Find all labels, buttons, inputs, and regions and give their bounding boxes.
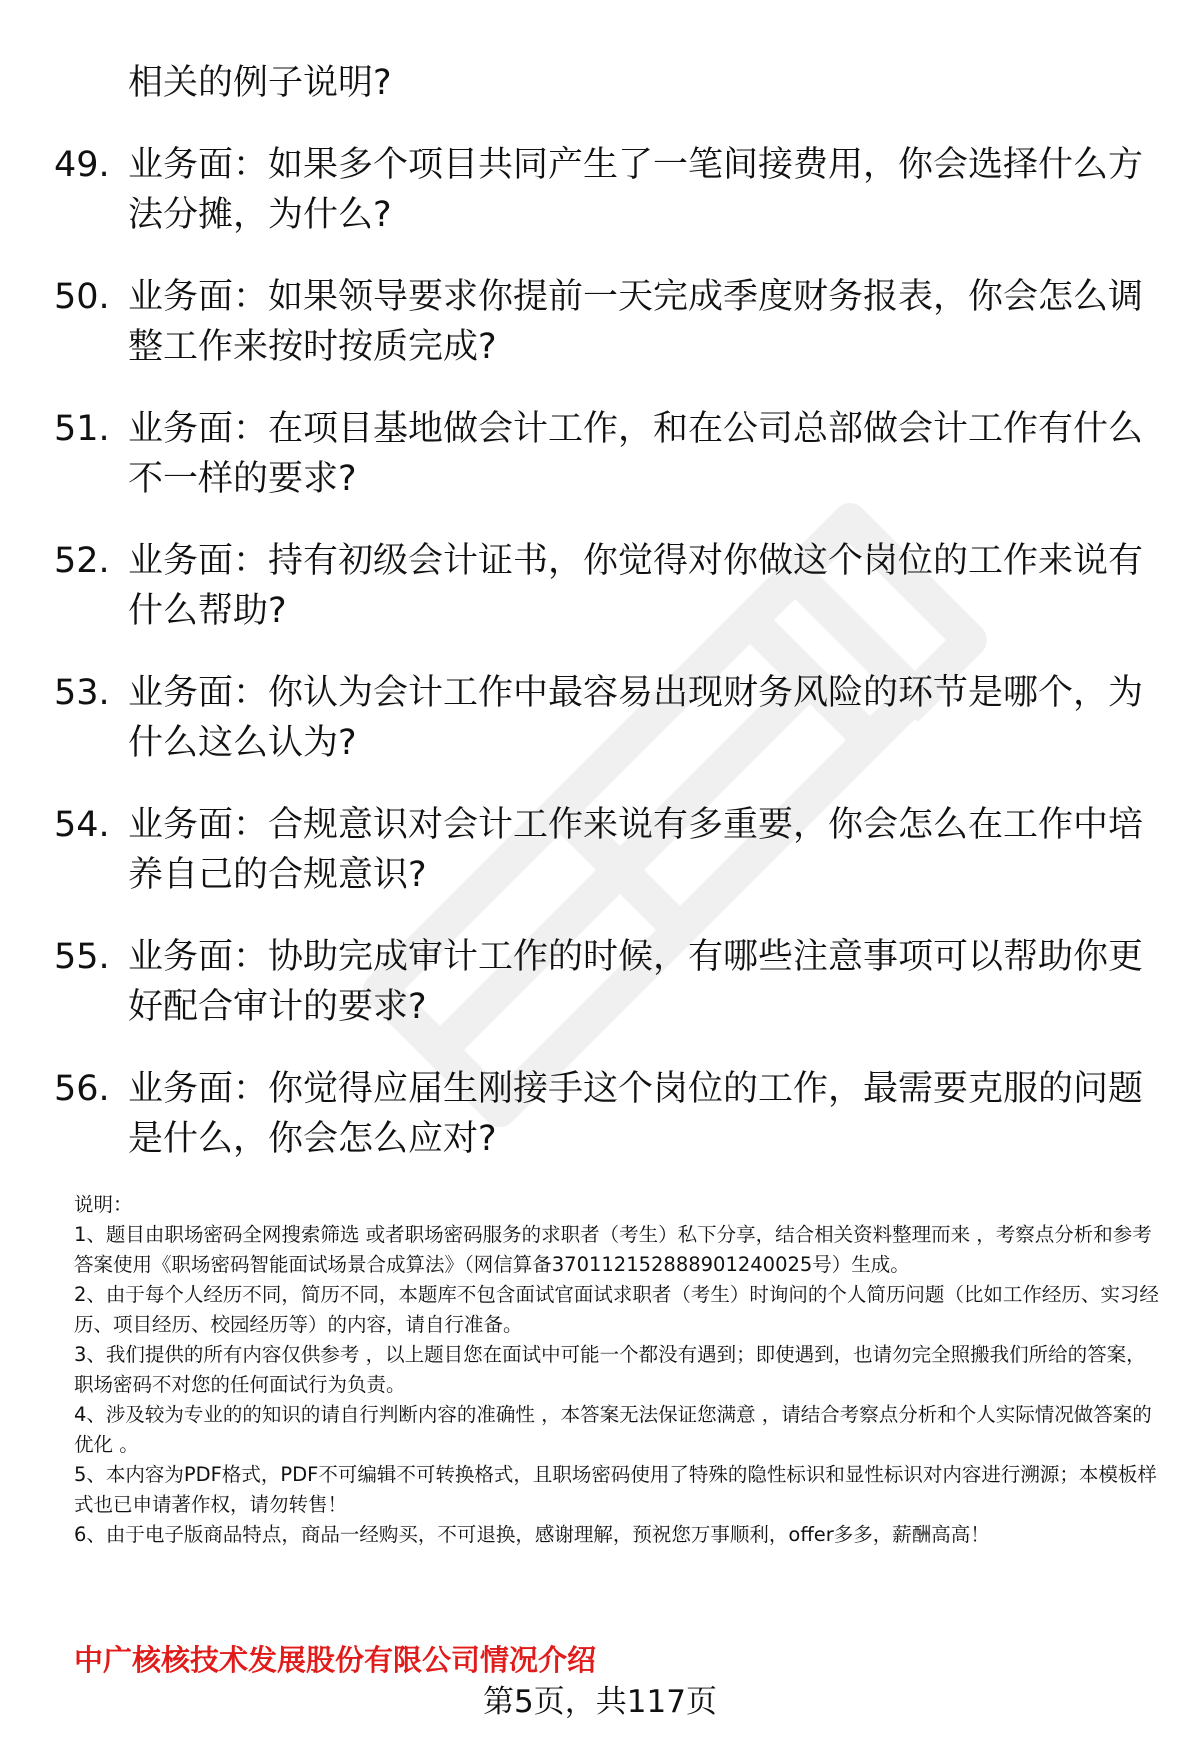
note-item: 6、由于电子版商品特点，商品一经购买，不可退换，感谢理解，预祝您万事顺利，offer多多，薪酬高高！ <box>74 1523 990 1546</box>
question-text: 业务面：在项目基地做会计工作，和在公司总部做会计工作有什么不一样的要求? <box>128 409 1144 499</box>
question-number: 55. <box>54 937 110 977</box>
question-text: 业务面：你觉得应届生刚接手这个岗位的工作，最需要克服的问题是什么，你会怎么应对? <box>128 1069 1144 1159</box>
question-item <box>0 800 1200 932</box>
company-heading: 中广核核技术发展股份有限公司情况介绍 <box>74 1643 597 1677</box>
question-list <box>0 140 1200 1196</box>
question-number: 50. <box>54 277 110 317</box>
question-item <box>0 272 1200 404</box>
note-item: 1、题目由职场密码全网搜索筛选 或者职场密码服务的求职者（考生）私下分享，结合相关资料整理而来 ，考察点分析和参考答案使用《职场密码智能面试场景合成算法》（网信算备370112152888901240025号）生成。 <box>74 1223 1152 1276</box>
question-number: 49. <box>54 145 110 185</box>
question-continuation: 相关的例子说明? <box>128 63 392 103</box>
question-number: 53. <box>54 673 110 713</box>
question-item <box>0 668 1200 800</box>
note-item: 3、我们提供的所有内容仅供参考 ，以上题目您在面试中可能一个都没有遇到；即使遇到，也请勿完全照搬我们所给的答案，职场密码不对您的任何面试行为负责。 <box>74 1343 1146 1396</box>
question-number: 56. <box>54 1069 110 1109</box>
question-number: 52. <box>54 541 110 581</box>
note-item: 4、涉及较为专业的的知识的请自行判断内容的准确性 ，本答案无法保证您满意 ，请结合考察点分析和个人实际情况做答案的优化 。 <box>74 1403 1152 1456</box>
question-text: 业务面：持有初级会计证书，你觉得对你做这个岗位的工作来说有什么帮助? <box>128 541 1144 631</box>
question-item <box>0 404 1200 536</box>
notes-section <box>74 1190 1164 1550</box>
question-item <box>0 140 1200 272</box>
question-text: 业务面：如果领导要求你提前一天完成季度财务报表，你会怎么调整工作来按时按质完成? <box>128 277 1144 367</box>
question-number: 51. <box>54 409 110 449</box>
note-item: 5、本内容为PDF格式，PDF不可编辑不可转换格式，且职场密码使用了特殊的隐性标识和显性标识对内容进行溯源；本模板样式也已申请著作权，请勿转售！ <box>74 1463 1157 1516</box>
note-item: 2、由于每个人经历不同，简历不同，本题库不包含面试官面试求职者（考生）时询问的个人简历问题（比如工作经历、实习经历、项目经历、校园经历等）的内容，请自行准备。 <box>74 1283 1159 1336</box>
notes-heading: 说明： <box>74 1193 133 1216</box>
question-text: 业务面：合规意识对会计工作来说有多重要，你会怎么在工作中培养自己的合规意识? <box>128 805 1144 895</box>
question-text: 业务面：你认为会计工作中最容易出现财务风险的环节是哪个，为什么这么认为? <box>128 673 1144 763</box>
question-text: 业务面：协助完成审计工作的时候，有哪些注意事项可以帮助你更好配合审计的要求? <box>128 937 1144 1027</box>
question-number: 54. <box>54 805 110 845</box>
question-text: 业务面：如果多个项目共同产生了一笔间接费用，你会选择什么方法分摊，为什么? <box>128 145 1144 235</box>
question-item <box>0 536 1200 668</box>
question-item <box>0 932 1200 1064</box>
question-item <box>0 1064 1200 1196</box>
page-number: 第5页，共117页 <box>483 1684 717 1720</box>
